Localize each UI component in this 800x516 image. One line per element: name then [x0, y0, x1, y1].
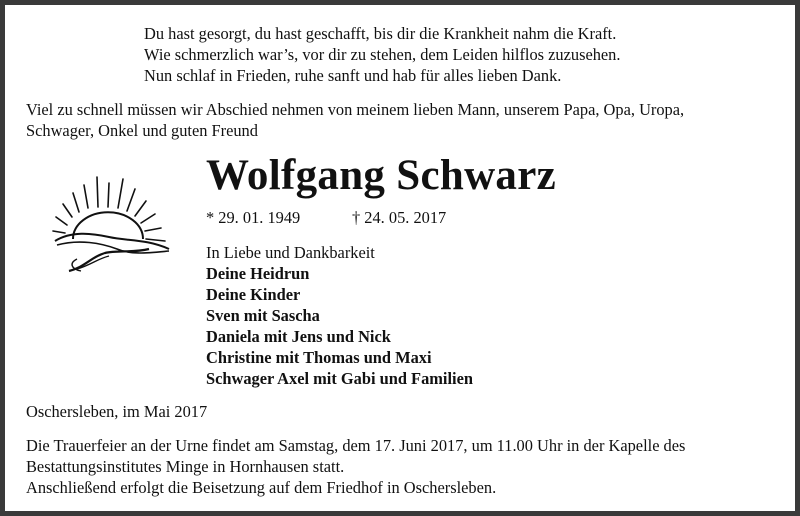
intro-line-1: Viel zu schnell müssen wir Abschied nehmen von meinem lieben Mann, unserem Papa, Opa, Uropa,	[26, 100, 685, 119]
mourner-line: Daniela mit Jens und Nick	[206, 327, 391, 346]
poem-line-3: Nun schlaf in Frieden, ruhe sanft und hab für alles lieben Dank.	[144, 66, 562, 85]
intro-line-2: Schwager, Onkel und guten Freund	[26, 121, 258, 140]
mourner-line: Sven mit Sascha	[206, 306, 320, 325]
mourner-line: Schwager Axel mit Gabi und Familien	[206, 369, 473, 388]
sunset-over-hills-icon	[51, 173, 173, 273]
service-line-3: Anschließend erfolgt die Beisetzung auf dem Friedhof in Oschersleben.	[26, 478, 497, 497]
deceased-name: Wolfgang Schwarz	[206, 152, 556, 199]
place-date: Oschersleben, im Mai 2017	[26, 402, 208, 421]
death-date: † 24. 05. 2017	[352, 208, 447, 227]
service-line-2: Bestattungsinstitutes Minge in Hornhausen statt.	[26, 457, 345, 476]
birth-date: * 29. 01. 1949	[206, 208, 301, 227]
poem-line-1: Du hast gesorgt, du hast geschafft, bis dir die Krankheit nahm die Kraft.	[144, 24, 617, 43]
signoff: In Liebe und Dankbarkeit	[206, 243, 375, 262]
mourner-line: Deine Heidrun	[206, 264, 310, 283]
mourner-line: Deine Kinder	[206, 285, 301, 304]
mourner-line: Christine mit Thomas und Maxi	[206, 348, 432, 367]
poem-line-2: Wie schmerzlich war’s, vor dir zu stehen, dem Leiden hilflos zuzusehen.	[144, 45, 621, 64]
service-line-1: Die Trauerfeier an der Urne findet am Samstag, dem 17. Juni 2017, um 11.00 Uhr in der Kapelle des	[26, 436, 686, 455]
